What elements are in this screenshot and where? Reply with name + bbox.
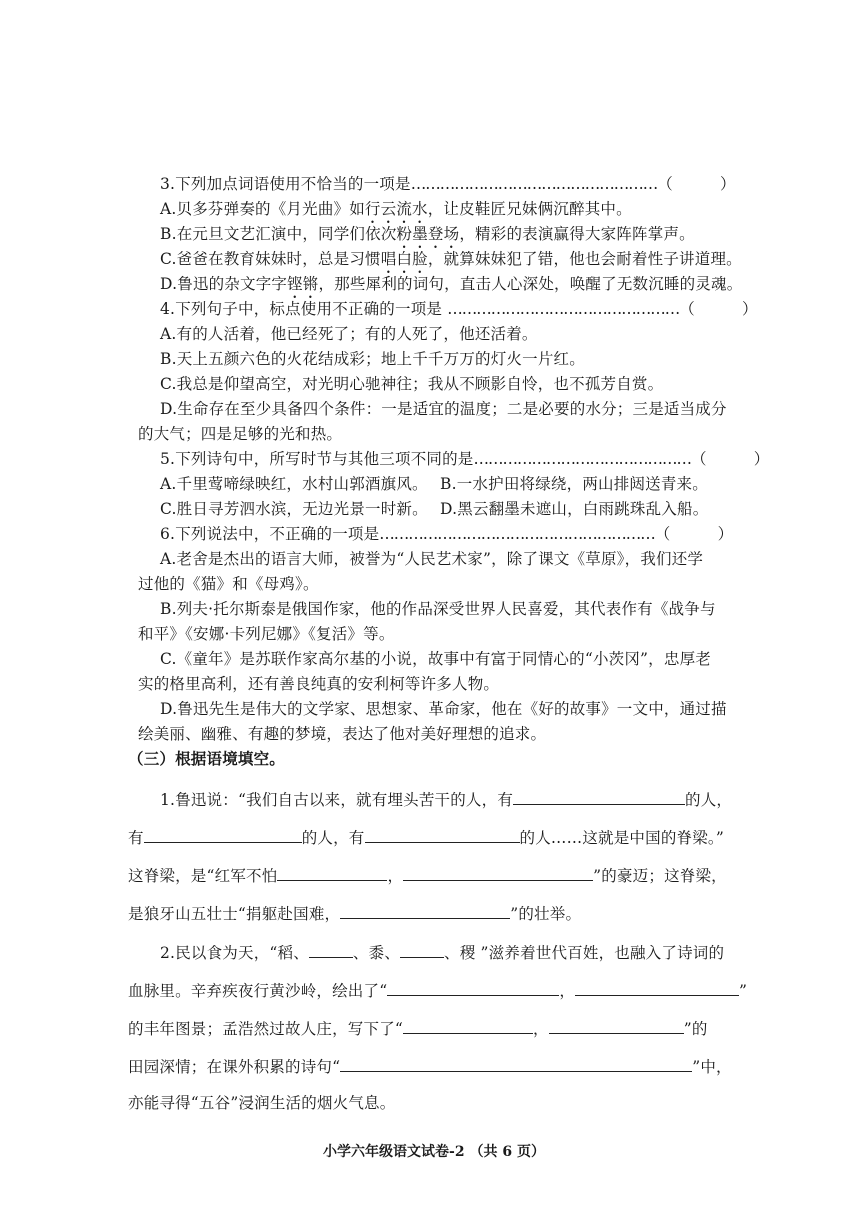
q4-stem-line <box>160 298 758 320</box>
q4-option-a: A.有的人活着，他已经死了；有的人死了，他还活着。 <box>160 325 538 343</box>
q5-option-c: C.胜日寻芳泗水滨，无边光景一时新。 <box>160 500 428 518</box>
fill2-blank-3[interactable] <box>387 978 559 996</box>
q4-option-d-line2: 的大气；四是足够的光和热。 <box>138 425 343 443</box>
fill2-line1: 2.民以食为天，“稻、 、黍、 、稷 ”滋养着世代百姓，也融入了诗词的 <box>160 940 724 964</box>
fill1-blank-5[interactable] <box>403 863 593 881</box>
fill2-line4: 田园深情；在课外积累的诗句“ ”中， <box>128 1054 732 1078</box>
fill1-blank-2[interactable] <box>144 825 302 843</box>
q3-option-c: C.爸爸在教育妹妹时，总是习惯唱白脸，就算妹妹犯了错，他也会耐着性子讲道理。 <box>160 250 742 268</box>
q3-option-b-dotted-word: 粉墨登场 <box>396 225 460 243</box>
q3-option-b: B.在元旦文艺汇演中，同学们依次粉墨登场，精彩的表演赢得大家阵阵掌声。 <box>160 225 695 243</box>
q6-option-c-line2: 实的格里高利，还有善良纯真的安利柯等许多人物。 <box>138 675 500 693</box>
q5-option-a: A.千里莺啼绿映红，水村山郭酒旗风。 <box>160 475 428 493</box>
q4-leader-dots: ………………………………………… <box>447 300 680 318</box>
q5-stem: 5.下列诗句中，所写时节与其他三项不同的是 <box>160 450 474 468</box>
q3-stem-line <box>160 173 736 195</box>
q5-option-b: B.一水护田将绿绕，两山排闼送青来。 <box>440 475 708 493</box>
fill2-line2: 血脉里。辛弃疾夜行黄沙岭，绘出了“ ， ” <box>128 978 747 1002</box>
q3-answer-paren: （ ） <box>657 175 736 193</box>
q3-option-d-dotted-word: 铿锵 <box>287 275 319 293</box>
q4-stem: 4.下列句子中，标点使用不正确的一项是 <box>160 300 443 318</box>
q4-option-d-line1: D.生命存在至少具备四个条件：一是适宜的温度；二是必要的水分；三是适当成分 <box>160 400 727 418</box>
fill2-blank-6[interactable] <box>549 1016 684 1034</box>
q6-stem-line <box>160 523 733 545</box>
fill2-line3: 的丰年图景；孟浩然过故人庄，写下了“ ， ”的 <box>128 1016 708 1040</box>
q5-answer-paren: （ ） <box>691 450 770 468</box>
q5-leader-dots: ……………………………………… <box>473 450 691 468</box>
q3-stem: 3.下列加点词语使用不恰当的一项是 <box>160 175 411 193</box>
q6-option-b-line1: B.列夫·托尔斯泰是俄国作家，他的作品深受世界人民喜爱，其代表作有《战争与 <box>160 600 716 618</box>
q6-option-a-line1: A.老舍是杰出的语言大师，被誉为“人民艺术家”，除了课文《草原》，我们还学 <box>160 550 704 568</box>
q4-option-b: B.天上五颜六色的火花结成彩；地上千千万万的灯火一片红。 <box>160 350 585 368</box>
fill2-blank-4[interactable] <box>575 978 739 996</box>
q6-option-a-line2: 过他的《猫》和《母鸡》。 <box>138 575 319 593</box>
q3-option-a: A.贝多芬弹奏的《月光曲》如行云流水，让皮鞋匠兄妹俩沉醉其中。 <box>160 200 632 218</box>
q3-leader-dots: …………………………………………… <box>410 175 658 193</box>
q6-answer-paren: （ ） <box>654 525 734 543</box>
fill2-line5: 亦能寻得“五谷”浸润生活的烟火气息。 <box>128 1094 396 1112</box>
fill1-blank-3[interactable] <box>365 825 520 843</box>
fill1-line2: 有 的人，有 的人……这就是中国的脊梁。” <box>128 825 724 849</box>
fill1-line3: 这脊梁，是“红军不怕 ， ”的豪迈；这脊梁， <box>128 863 727 887</box>
q6-stem: 6.下列说法中，不正确的一项是 <box>160 525 380 543</box>
q6-option-d-line2: 绘美丽、幽雅、有趣的梦境，表达了他对美好理想的追求。 <box>138 725 547 743</box>
fill2-blank-7[interactable] <box>340 1054 692 1072</box>
q3-option-d: D.鲁迅的杂文字字铿锵，那些犀利的词句，直击人心深处，唤醒了无数沉睡的灵魂。 <box>160 275 743 293</box>
q5-option-d: D.黑云翻墨未遮山，白雨跳珠乱入船。 <box>440 500 709 518</box>
q4-answer-paren: （ ） <box>679 300 758 318</box>
q4-option-c: C.我总是仰望高空，对光明心驰神往；我从不顾影自怜，也不孤芳自赏。 <box>160 375 664 393</box>
fill1-blank-1[interactable] <box>513 787 685 805</box>
q5-stem-line <box>160 448 770 470</box>
section-3-heading: （三）根据语境填空。 <box>128 749 286 768</box>
fill1-blank-6[interactable] <box>340 901 510 919</box>
q6-option-b-line2: 和平》《安娜·卡列尼娜》《复活》等。 <box>138 625 395 643</box>
fill2-blank-2[interactable] <box>400 940 444 958</box>
q6-leader-dots: ………………………………………………… <box>379 525 655 543</box>
q3-option-a-dotted-word: 行云流水 <box>364 200 428 218</box>
fill2-blank-5[interactable] <box>403 1016 533 1034</box>
fill2-blank-1[interactable] <box>309 940 353 958</box>
fill1-line1: 1.鲁迅说：“我们自古以来，就有埋头苦干的人，有 的人， <box>160 787 732 811</box>
page-footer: 小学六年级语文试卷-2 （共 6 页） <box>323 1144 545 1160</box>
q6-option-c-line1: C.《童年》是苏联作家高尔基的小说，故事中有富于同情心的“小茨冈”，忠厚老 <box>160 650 711 668</box>
q6-option-d-line1: D.鲁迅先生是伟大的文学家、思想家、革命家，他在《好的故事》一文中，通过描 <box>160 700 727 718</box>
q3-option-c-dotted-word: 唱白脸 <box>380 250 428 268</box>
fill1-line4: 是狼牙山五壮士“捐躯赴国难， ”的壮举。 <box>128 901 581 925</box>
fill1-blank-4[interactable] <box>277 863 387 881</box>
